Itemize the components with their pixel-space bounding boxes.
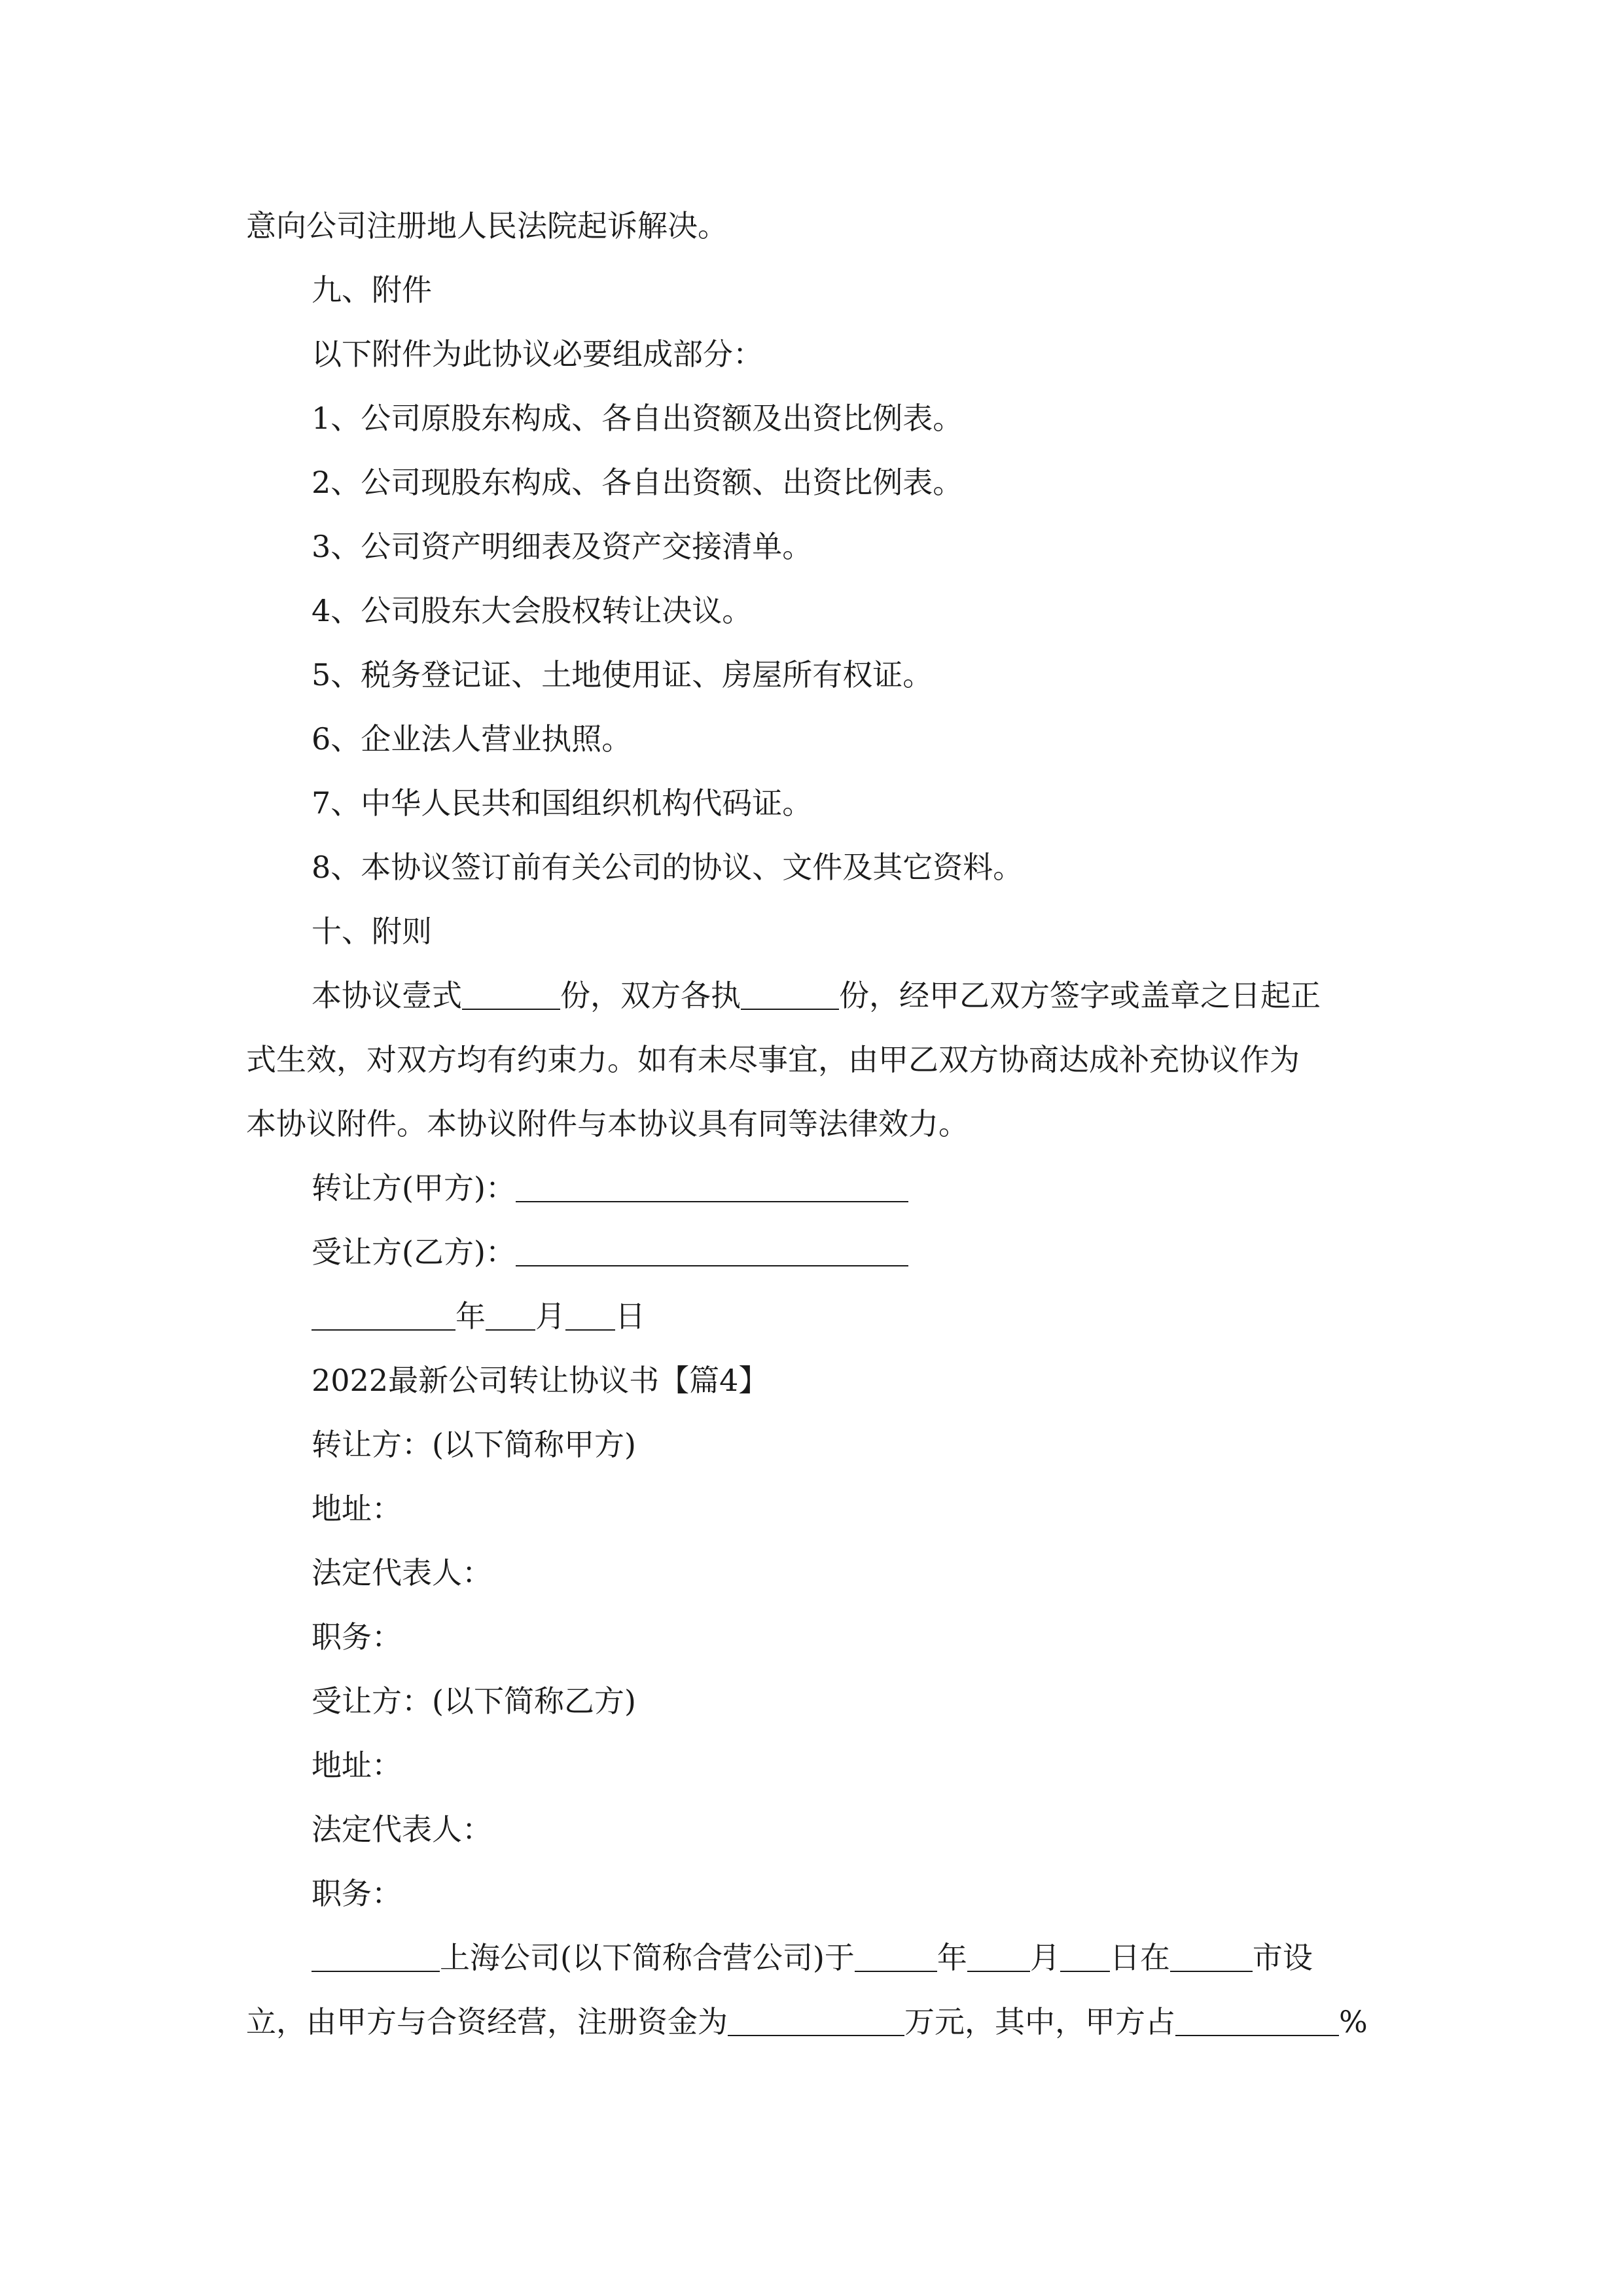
text-run: 立，由甲方与合资经营，注册资金为 <box>246 2004 728 2039</box>
text-run: 月 <box>1029 1940 1060 1975</box>
section-heading-supplementary: 十、附则 <box>312 914 432 949</box>
date-line <box>246 1284 1444 1348</box>
paragraph-line: 意向公司注册地人民法院起诉解决。 <box>246 208 728 243</box>
blank-field <box>728 2003 904 2036</box>
text-run: 日 <box>615 1299 645 1334</box>
paragraph-line <box>246 1926 1444 1990</box>
list-item: 1、公司原股东构成、各自出资额及出资比例表。 <box>312 401 963 436</box>
text-run: 年 <box>455 1299 486 1334</box>
list-item: 8、本协议签订前有关公司的协议、文件及其它资料。 <box>312 850 1024 885</box>
blank-field <box>741 977 839 1010</box>
text-run: 份，双方各执 <box>560 978 741 1013</box>
blank-field <box>312 1939 440 1972</box>
text-run: 转让方(甲方)： <box>312 1170 516 1206</box>
paragraph-line: 地址： <box>312 1748 402 1783</box>
blank-field <box>312 1298 455 1331</box>
text-run: 受让方(乙方)： <box>312 1234 516 1270</box>
text-run: 份，经甲乙双方签字或盖章之日起正 <box>839 978 1321 1013</box>
paragraph-line: 职务： <box>312 1619 402 1655</box>
paragraph-line: 式生效，对双方均有约束力。如有未尽事宜，由甲乙双方协商达成补充协议作为 <box>246 1042 1300 1077</box>
blank-field <box>1170 1939 1253 1972</box>
paragraph-line: 法定代表人： <box>312 1812 492 1847</box>
list-item: 6、企业法人营业执照。 <box>312 721 632 757</box>
blank-field <box>462 977 560 1010</box>
text-run: 年 <box>936 1940 967 1975</box>
blank-field <box>1175 2003 1339 2036</box>
paragraph-line: 职务： <box>312 1876 402 1911</box>
list-item: 5、税务登记证、土地使用证、房屋所有权证。 <box>312 657 933 692</box>
paragraph-line: 转让方：(以下简称甲方) <box>312 1427 636 1462</box>
text-run: 上海公司(以下简称合营公司)于 <box>440 1940 855 1975</box>
paragraph-line: 地址： <box>312 1491 402 1526</box>
paragraph-line <box>246 1990 1378 2054</box>
signature-line-transferor <box>246 1156 1444 1220</box>
paragraph-line: 法定代表人： <box>312 1555 492 1590</box>
paragraph-line: 本协议附件。本协议附件与本协议具有同等法律效力。 <box>246 1106 969 1141</box>
section-heading-attachments: 九、附件 <box>312 272 432 308</box>
text-run: 月 <box>535 1299 565 1334</box>
paragraph-line: 以下附件为此协议必要组成部分： <box>312 336 763 372</box>
text-run: % <box>1339 2004 1368 2039</box>
blank-field <box>1060 1939 1110 1972</box>
blank-field <box>565 1298 615 1331</box>
blank-field <box>855 1939 937 1972</box>
signature-line-transferee <box>246 1220 1444 1284</box>
blank-field <box>516 1234 908 1266</box>
list-item: 7、中华人民共和国组织机构代码证。 <box>312 785 813 821</box>
blank-field <box>516 1170 908 1202</box>
text-run: 市设 <box>1252 1940 1313 1975</box>
blank-field <box>967 1939 1030 1972</box>
paragraph-line: 受让方：(以下简称乙方) <box>312 1683 636 1719</box>
list-item: 4、公司股东大会股权转让决议。 <box>312 593 753 628</box>
article-title: 2022最新公司转让协议书【篇4】 <box>312 1363 769 1398</box>
list-item: 2、公司现股东构成、各自出资额、出资比例表。 <box>312 465 963 500</box>
list-item: 3、公司资产明细表及资产交接清单。 <box>312 529 813 564</box>
paragraph-line <box>246 963 1444 1028</box>
text-run: 日在 <box>1109 1940 1170 1975</box>
text-run: 本协议壹式 <box>312 978 462 1013</box>
blank-field <box>486 1298 535 1331</box>
text-run: 万元，其中，甲方占 <box>904 2004 1175 2039</box>
